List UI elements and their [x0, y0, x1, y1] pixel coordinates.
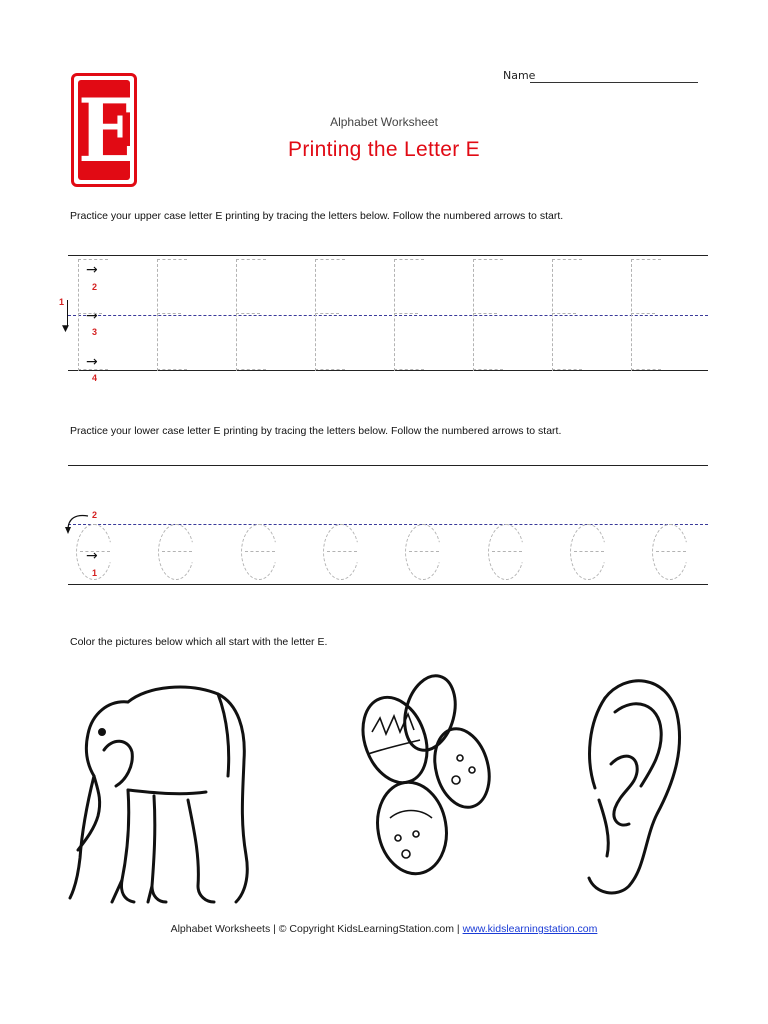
stroke-number-1: 1 [92, 568, 98, 578]
arrow-down-icon: ▼ [62, 324, 69, 334]
lower-base-line [68, 584, 708, 585]
lower-e-trace [76, 524, 116, 584]
arrow-right-icon: → [86, 548, 98, 564]
stroke-number-2: 2 [92, 282, 98, 292]
upper-e-trace [315, 257, 351, 371]
letter-e-logo [71, 73, 137, 187]
arrow-right-icon: → [86, 308, 98, 324]
upper-e-trace [394, 257, 430, 371]
upper-case-instruction: Practice your upper case letter E printing by tracing the letters below. Follow the numbered arrows to start. [70, 210, 564, 222]
worksheet-subtitle: Alphabet Worksheet [330, 115, 438, 129]
lower-e-trace [652, 524, 692, 584]
lower-e-trace [488, 524, 528, 584]
upper-e-trace [157, 257, 193, 371]
upper-top-line [68, 255, 708, 256]
upper-e-trace [631, 257, 667, 371]
upper-e-trace [473, 257, 509, 371]
arrow-right-icon: → [86, 354, 98, 370]
arrow-right-icon: → [86, 262, 98, 278]
lower-e-trace [405, 524, 445, 584]
worksheet-title: Printing the Letter E [288, 138, 480, 161]
name-label: Name [503, 69, 536, 82]
logo-background [78, 79, 136, 182]
logo-letter: E [78, 79, 136, 182]
lower-e-trace [323, 524, 363, 584]
stroke-number-2: 2 [92, 510, 98, 520]
lower-top-line [68, 465, 708, 466]
upper-e-trace [78, 257, 114, 371]
lower-e-trace [570, 524, 610, 584]
eggs-picture [350, 658, 500, 888]
footer-copyright: Alphabet Worksheets | © Copyright KidsLearningStation.com | [170, 923, 463, 935]
footer [0, 923, 768, 935]
upper-e-trace [552, 257, 588, 371]
upper-e-trace [236, 257, 272, 371]
lower-e-trace [241, 524, 281, 584]
name-field-line [530, 82, 698, 83]
ear-picture [575, 668, 685, 898]
elephant-picture [68, 680, 258, 910]
stroke-number-3: 3 [92, 327, 98, 337]
footer-website-link[interactable]: www.kidslearningstation.com [462, 923, 598, 935]
lower-e-trace [158, 524, 198, 584]
stroke-number-4: 4 [92, 373, 98, 383]
stroke-number-1: 1 [59, 297, 65, 307]
pictures-instruction: Color the pictures below which all start with the letter E. [70, 636, 328, 648]
lower-case-instruction: Practice your lower case letter E printing by tracing the letters below. Follow the numbered arrows to start. [70, 425, 562, 437]
